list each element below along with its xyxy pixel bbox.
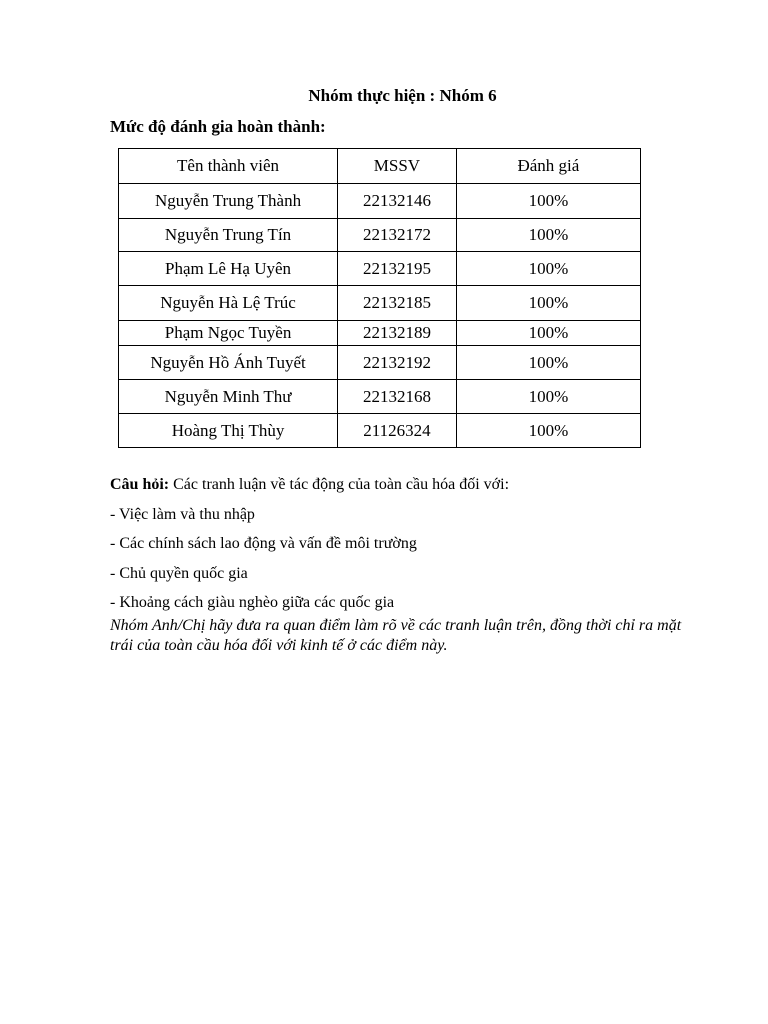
member-rating: 100%: [456, 252, 640, 286]
page-title: Nhóm thực hiện : Nhóm 6: [308, 86, 497, 105]
question-intro: [110, 474, 700, 496]
table-header-row: [119, 149, 641, 184]
member-name: Nguyễn Hà Lệ Trúc: [119, 286, 338, 321]
member-rating: 100%: [456, 346, 640, 380]
member-rating: 100%: [456, 380, 640, 414]
member-name: Nguyễn Minh Thư: [119, 380, 338, 414]
member-id: 21126324: [338, 414, 457, 448]
member-name: Hoàng Thị Thùy: [119, 414, 338, 448]
member-id: 22132189: [338, 321, 457, 346]
question-label: Câu hỏi:: [110, 476, 170, 493]
table-row: [119, 321, 641, 346]
evaluation-heading: Mức độ đánh gia hoàn thành:: [110, 117, 326, 136]
member-name: Nguyễn Trung Tín: [119, 219, 338, 252]
question-section: [110, 474, 700, 664]
member-id: 22132172: [338, 219, 457, 252]
column-header-id: MSSV: [338, 149, 457, 184]
column-header-name: Tên thành viên: [119, 149, 338, 184]
table-row: [119, 184, 641, 219]
column-header-rating: Đánh giá: [456, 149, 640, 184]
member-rating: 100%: [456, 414, 640, 448]
member-id: 22132185: [338, 286, 457, 321]
table-row: [119, 346, 641, 380]
question-item: - Khoảng cách giàu nghèo giữa các quốc gia: [110, 594, 395, 611]
member-name: Phạm Ngọc Tuyền: [119, 321, 338, 346]
question-item: - Việc làm và thu nhập: [110, 505, 255, 523]
table-row: [119, 380, 641, 414]
table-row: [119, 414, 641, 448]
question-instruction: Nhóm Anh/Chị hãy đưa ra quan điểm làm rõ về các tranh luận trên, đồng thời chỉ ra mặt trái của toàn cầu hóa đối với kinh tế ở các điểm này.: [110, 617, 682, 654]
member-rating: 100%: [456, 321, 640, 346]
table-row: [119, 252, 641, 286]
member-rating: 100%: [456, 219, 640, 252]
question-text: Các tranh luận về tác động của toàn cầu hóa đối với:: [169, 476, 510, 493]
member-rating: 100%: [456, 184, 640, 219]
member-id: 22132146: [338, 184, 457, 219]
member-name: Nguyễn Hồ Ánh Tuyết: [119, 346, 338, 380]
member-name: Nguyễn Trung Thành: [119, 184, 338, 219]
question-item: - Chủ quyền quốc gia: [110, 564, 248, 582]
members-table: [118, 148, 641, 448]
member-id: 22132192: [338, 346, 457, 380]
table-row: [119, 286, 641, 321]
member-id: 22132168: [338, 380, 457, 414]
question-item: - Các chính sách lao động và vấn đề môi trường: [110, 535, 417, 552]
member-name: Phạm Lê Hạ Uyên: [119, 252, 338, 286]
table-row: [119, 219, 641, 252]
member-id: 22132195: [338, 252, 457, 286]
member-rating: 100%: [456, 286, 640, 321]
